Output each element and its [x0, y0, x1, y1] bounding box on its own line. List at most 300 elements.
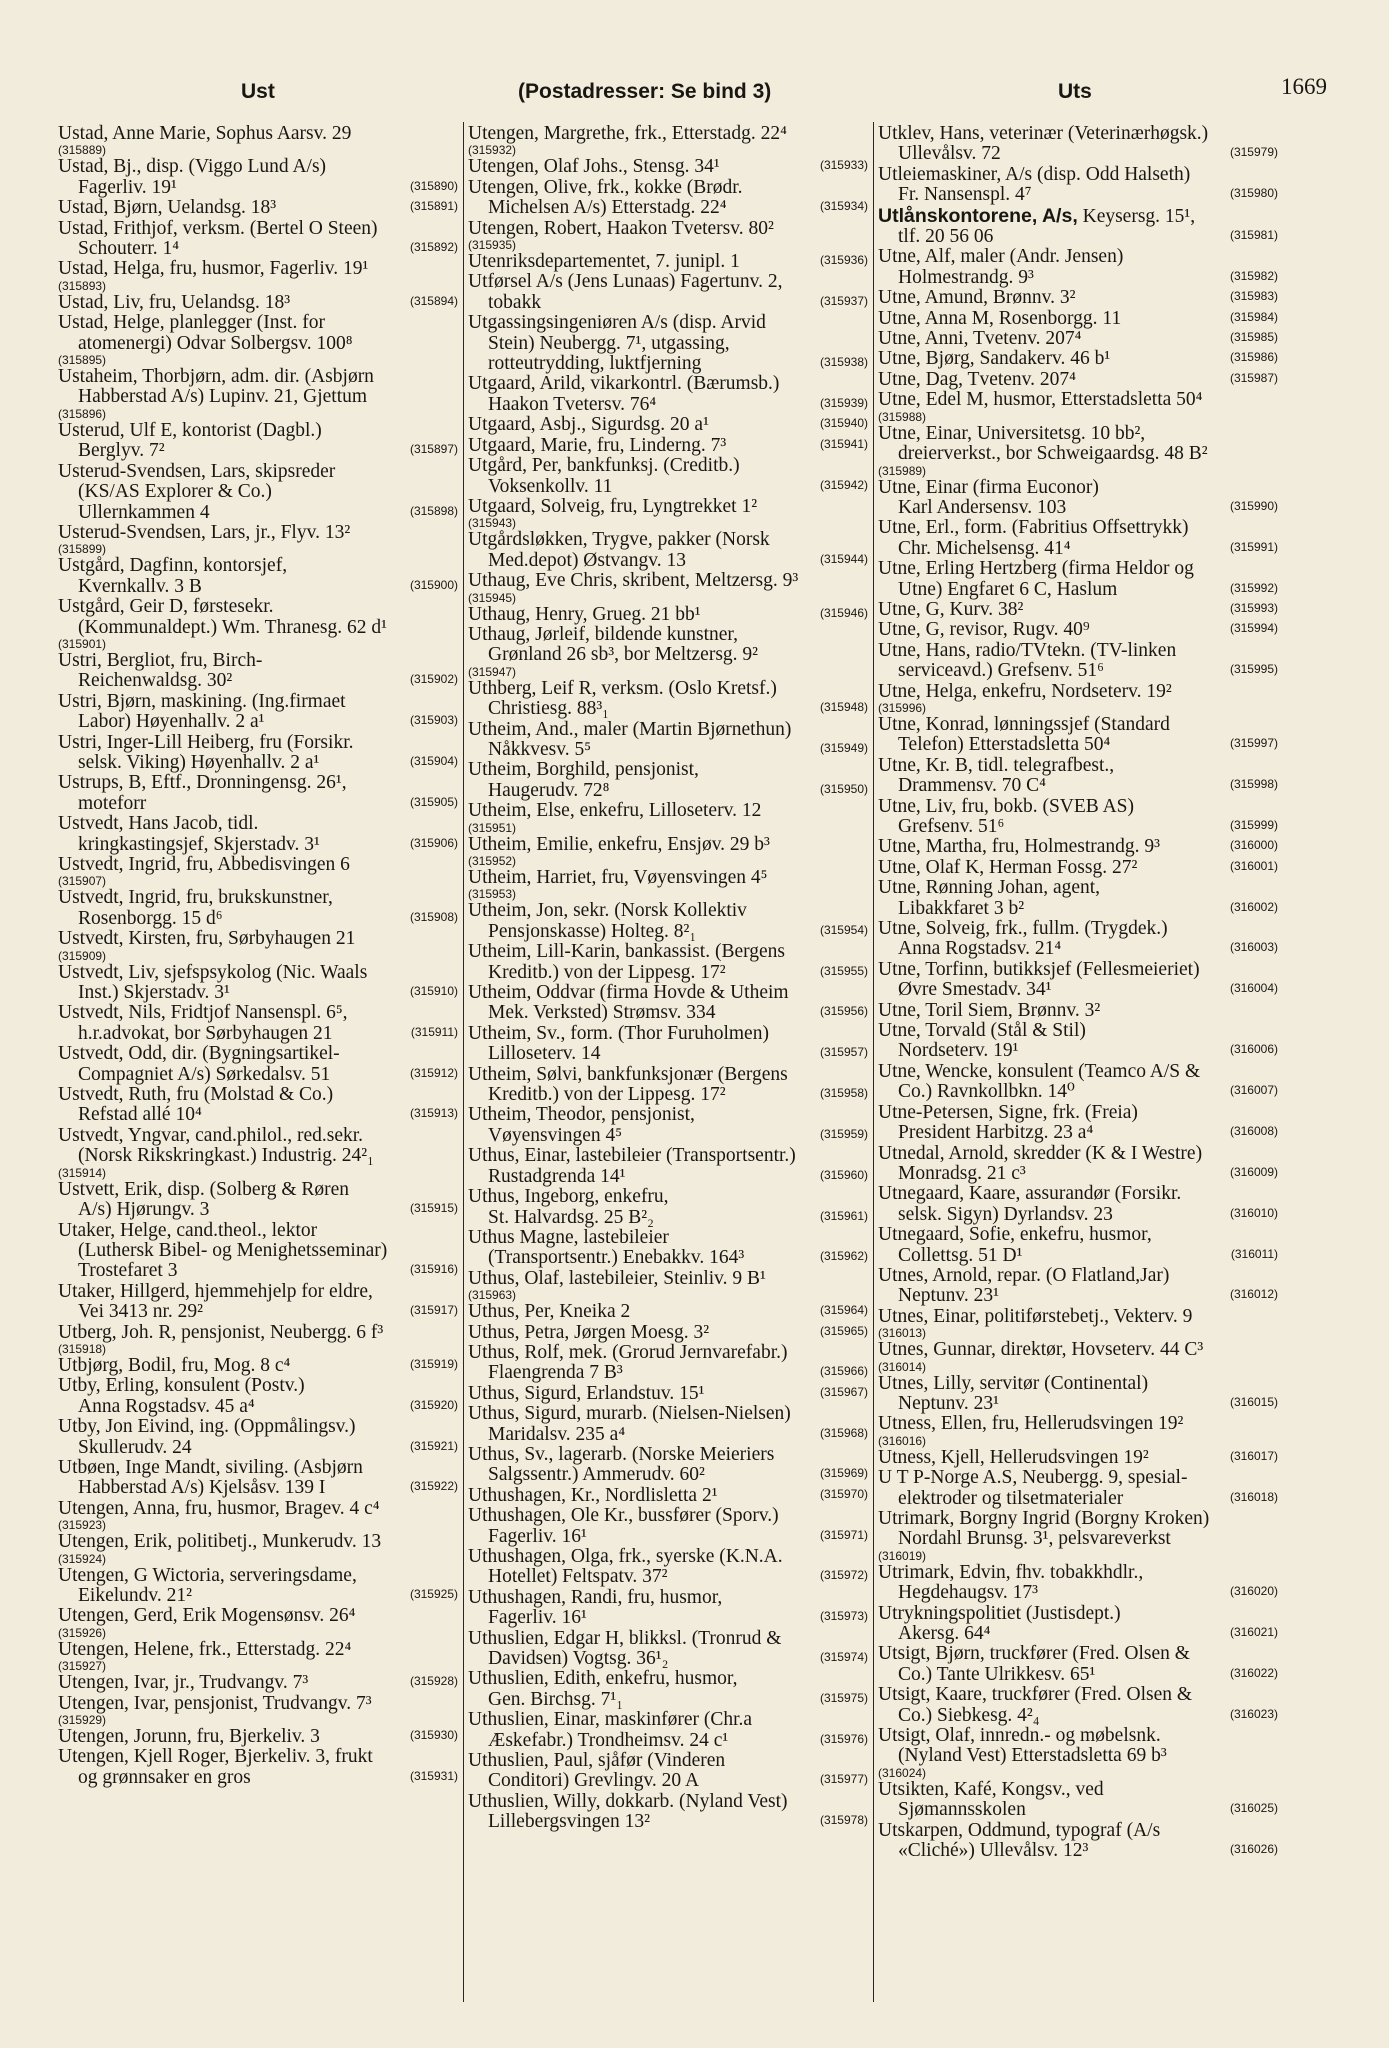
entry-name-line: Utheim, Else, enkefru, Lilloseterv. 12 [468, 800, 762, 822]
entry-reference-number: (315992) [1229, 580, 1278, 595]
entry-name-line: Utheim, Lill-Karin, bankassist. (Bergens [468, 941, 785, 963]
directory-entry [58, 1499, 458, 1532]
entry-name-line: Utne, Torfinn, butikksjef (Fellesmeieriet) [878, 958, 1200, 980]
entry-name-line: Utaker, Helge, cand.theol., lektor [58, 1219, 318, 1241]
entry-reference-number: (315920) [409, 1397, 458, 1412]
entry-reference-number: (315982) [1229, 268, 1278, 283]
entry-reference-number: (315907) [58, 874, 107, 889]
entry-name-line: Ustad, Helge, planlegger (Inst. for [58, 312, 325, 334]
entry-reference-number: (315925) [409, 1587, 458, 1601]
entry-reference-number: (315969) [819, 1466, 868, 1481]
entry-reference-number: (315970) [819, 1486, 868, 1501]
directory-entry [878, 858, 1278, 878]
entry-name-line: Utengen, Anna, fru, husmor, Bragev. 4 c⁴ [58, 1497, 380, 1519]
entry-name-line: Utgård, Per, bankfunksj. (Creditb.) [468, 455, 740, 477]
entry-reference-number: (316006) [1229, 1042, 1278, 1057]
entry-name-line: Utengen, Olaf Johs., Stensg. 34¹ [468, 156, 720, 178]
entry-name-line: Utne, Erl., form. (Fabritius Offsettrykk) [878, 517, 1189, 539]
directory-entry [878, 1307, 1278, 1340]
entry-reference-number: (315918) [58, 1341, 107, 1356]
entry-reference-number: (316024) [878, 1765, 927, 1780]
entry-reference-number: (315892) [409, 240, 458, 255]
entry-name-line: Utne, G, revisor, Rugv. 40⁹ [878, 619, 1090, 641]
entry-continuation-line: Utne) Engfaret 6 C, Haslum [898, 578, 1118, 600]
entry-continuation-line: Rosenborgg. 15 d⁶ [78, 907, 223, 929]
directory-entry [468, 868, 868, 901]
entry-continuation-line: St. Halvardsg. 25 B²₂ [488, 1206, 654, 1228]
entry-reference-number: (316003) [1229, 940, 1278, 955]
entry-name-line: Utnedal, Arnold, skredder (K & I Westre) [878, 1142, 1203, 1164]
entry-name-line: Uthus, Ingeborg, enkefru, [468, 1186, 669, 1208]
entry-continuation-line: atomenergi) Odvar Solbergsv. 100⁸ [78, 332, 353, 354]
directory-entry [468, 571, 868, 604]
header-left-keyword: Ust [241, 80, 275, 103]
directory-entry [468, 497, 868, 530]
entry-continuation-line: (Nyland Vest) Etterstadsletta 69 b³ [898, 1745, 1167, 1767]
entry-reference-number: (315952) [468, 854, 517, 868]
entry-reference-number: (315981) [1229, 228, 1278, 243]
entry-reference-number: (315950) [819, 781, 868, 796]
entry-name-line: Uthus, Per, Kneika 2 [468, 1301, 631, 1323]
directory-entry [878, 641, 1278, 682]
directory-entry [58, 1282, 458, 1323]
entry-reference-number: (315910) [409, 984, 458, 999]
entry-name-line: Ustvedt, Kirsten, fru, Sørbyhaugen 21 [58, 928, 356, 950]
entry-reference-number: (316019) [878, 1548, 927, 1563]
entry-reference-number: (315974) [819, 1650, 868, 1665]
entry-continuation-line: Chr. Michelsensg. 41⁴ [898, 537, 1071, 559]
entry-reference-number: (315991) [1229, 539, 1278, 554]
directory-entry [58, 1003, 458, 1044]
directory-entry [468, 272, 868, 313]
entry-name-line: Uthushagen, Olga, frk., syerske (K.N.A. [468, 1546, 783, 1567]
entry-name-line: Utengen, Gerd, Erik Mogensønsv. 26⁴ [58, 1605, 356, 1627]
entry-continuation-line: «Cliché») Ullevålsv. 12³ [898, 1840, 1089, 1862]
entry-name-line: Utengen, Jorunn, fru, Bjerkeliv. 3 [58, 1726, 320, 1748]
directory-entry [58, 1356, 458, 1376]
directory-entry [878, 1062, 1278, 1103]
entry-reference-number: (315904) [409, 753, 458, 768]
entry-reference-number: (315958) [819, 1086, 868, 1101]
directory-entry [878, 390, 1278, 423]
entry-reference-number: (315949) [819, 740, 868, 755]
directory-entry [58, 1640, 458, 1673]
entry-reference-number: (315985) [1229, 330, 1278, 345]
entry-continuation-line: Gen. Birchsg. 7¹₁ [488, 1688, 624, 1710]
entry-name-line: Usterud-Svendsen, Lars, jr., Flyv. 13² [58, 521, 351, 543]
entry-reference-number: (316014) [878, 1359, 927, 1374]
directory-entry [878, 1103, 1278, 1144]
entry-continuation-line: Kreditb.) von der Lippesg. 17² [488, 1084, 726, 1106]
directory-entry [468, 219, 868, 252]
entry-reference-number: (315897) [409, 442, 458, 457]
entry-reference-number: (315929) [58, 1713, 107, 1728]
entry-name-line: Uthus, Olaf, lastebileier, Steinliv. 9 B¹ [468, 1267, 766, 1289]
entry-name-line: Ustvedt, Liv, sjefspsykolog (Nic. Waals [58, 961, 368, 983]
directory-entry [58, 1376, 458, 1417]
entry-continuation-line: Grefsenv. 51⁶ [898, 816, 1005, 837]
directory-entry [878, 309, 1278, 329]
entry-name-line: Utne, Liv, fru, bokb. (SVEB AS) [878, 795, 1135, 817]
entry-name-line: Uthus, Sv., lagerarb. (Norske Meieriers [468, 1443, 775, 1465]
entry-name-line: Uthushagen, Ole Kr., bussfører (Sporv.) [468, 1505, 779, 1527]
entry-reference-number: (315913) [409, 1106, 458, 1121]
entry-name-line: Uthuslien, Edith, enkefru, husmor, [468, 1668, 738, 1690]
directory-entry [58, 313, 458, 367]
entry-reference-number: (315919) [409, 1356, 458, 1371]
entry-continuation-line: (KS/AS Explorer & Co.) [78, 481, 272, 503]
entry-name-line: Utne, Alf, maler (Andr. Jensen) [878, 246, 1124, 268]
entry-reference-number: (316015) [1229, 1394, 1278, 1409]
entry-name-line: Utheim, Emilie, enkefru, Ensjøv. 29 b³ [468, 833, 770, 855]
directory-entry [468, 1384, 868, 1404]
entry-name-line: Utne, Einar, Universitetsg. 10 bb², [878, 422, 1146, 444]
entry-name-line: Utengen, Erik, politibetj., Munkerudv. 13 [58, 1531, 382, 1553]
entry-continuation-line: Haugerudv. 72⁸ [488, 779, 610, 801]
entry-name-line: Ustrups, B, Eftf., Dronningensg. 26¹, [58, 772, 347, 794]
directory-entry [468, 1228, 868, 1269]
entry-continuation-line: Fagerliv. 19¹ [78, 176, 177, 198]
entry-reference-number: (315967) [819, 1384, 868, 1399]
directory-entry [58, 773, 458, 814]
entry-continuation-line: Berglyv. 7² [78, 440, 165, 462]
directory-entry [58, 1417, 458, 1458]
entry-reference-number: (316001) [1229, 858, 1278, 873]
entry-name-line: Utengen, Olive, frk., kokke (Brødr. [468, 176, 743, 198]
entry-name-line: Utengen, Margrethe, frk., Etterstadg. 22⁴ [468, 123, 787, 144]
entry-reference-number: (315889) [58, 143, 107, 158]
entry-reference-number: (315988) [878, 409, 927, 424]
entry-reference-number: (316011) [1230, 1246, 1278, 1261]
directory-entry [878, 1414, 1278, 1447]
directory-entry [58, 1180, 458, 1221]
entry-continuation-line: Nordahl Brunsg. 3¹, pelsvareverkst [898, 1528, 1171, 1550]
entry-name-line: Utheim, Sv., form. (Thor Furuholmen) [468, 1022, 769, 1044]
entry-continuation-line: Rustadgrenda 14¹ [488, 1165, 626, 1187]
directory-entry [468, 157, 868, 177]
entry-name-line: Utenriksdepartementet, 7. junipl. 1 [468, 251, 740, 273]
entry-reference-number: (315972) [819, 1568, 868, 1583]
entry-continuation-line: Collettsg. 51 D¹ [898, 1244, 1023, 1266]
directory-entry [58, 523, 458, 556]
entry-reference-number: (315902) [409, 672, 458, 687]
entry-reference-number: (315927) [58, 1659, 107, 1674]
entry-reference-number: (315962) [819, 1249, 868, 1264]
entry-continuation-line: Davidsen) Vogtsg. 36¹₂ [488, 1648, 669, 1670]
directory-entry [468, 1323, 868, 1343]
entry-continuation-line: tlf. 20 56 06 [898, 226, 994, 248]
entry-reference-number: (315964) [819, 1303, 868, 1318]
directory-entry [58, 733, 458, 774]
directory-entry [878, 1374, 1278, 1415]
entry-name-line: Ustvedt, Nils, Fridtjof Nansenspl. 6⁵, [58, 1002, 348, 1024]
entry-continuation-line: Trostefaret 3 [78, 1260, 178, 1282]
directory-entry [58, 259, 458, 292]
directory-entry [878, 424, 1278, 478]
entry-name-line: Utbøen, Inge Mandt, siviling. (Asbjørn [58, 1456, 363, 1478]
entry-reference-number: (315957) [819, 1045, 868, 1060]
entry-name-line: Utgassingsingeniøren A/s (disp. Arvid [468, 312, 766, 334]
entry-reference-number: (315973) [819, 1609, 868, 1624]
entry-name-line: Uthaug, Jørleif, bildende kunstner, [468, 623, 738, 645]
entry-name-line: Uthberg, Leif R, verksm. (Oslo Kretsf.) [468, 677, 777, 699]
entry-continuation-line: Habberstad A/s) Lupinv. 21, Gjettum [78, 386, 368, 408]
entry-name-line: Utne, Toril Siem, Brønnv. 3² [878, 999, 1101, 1021]
directory-entry [58, 1606, 458, 1639]
entry-name-line: Utne, Kr. B, tidl. telegrafbest., [878, 754, 1115, 776]
directory-entry [58, 1126, 458, 1180]
entry-reference-number: (315961) [819, 1208, 868, 1223]
entry-reference-number: (315899) [58, 542, 107, 557]
directory-entry [468, 1269, 868, 1302]
page-header [58, 74, 1327, 104]
entry-reference-number: (315965) [819, 1323, 868, 1338]
directory-entry [468, 801, 868, 834]
entry-name-line: Ustad, Bjørn, Uelandsg. 18³ [58, 197, 277, 219]
directory-entry [58, 597, 458, 651]
entry-continuation-line: Holmestrandg. 9³ [898, 266, 1034, 288]
entry-name-line: Utby, Jon Eivind, ing. (Oppmålingsv.) [58, 1416, 356, 1438]
entry-name-line: Uthus, Rolf, mek. (Grorud Jernvarefabr.) [468, 1341, 788, 1363]
entry-reference-number: (316020) [1229, 1584, 1278, 1599]
entry-continuation-line: Neptunv. 23¹ [898, 1392, 999, 1414]
entry-continuation-line: Voksenkollv. 11 [488, 475, 613, 497]
entry-reference-number: (315939) [819, 395, 868, 410]
entry-reference-number: (316000) [1229, 838, 1278, 853]
entry-reference-number: (315917) [409, 1303, 458, 1318]
entry-name-line: Utlånskontorene, A/s, Keysersg. 15¹, [878, 204, 1196, 227]
directory-entry [58, 651, 458, 692]
entry-continuation-line: (Norsk Rikskringkast.) Industrig. 24²₁ [78, 1145, 374, 1167]
header-right-keyword: Uts [1058, 80, 1092, 103]
directory-entry [58, 929, 458, 962]
directory-entry [878, 1340, 1278, 1373]
entry-name-line: Utne, Martha, fru, Holmestrandg. 9³ [878, 836, 1161, 858]
directory-entry [878, 1225, 1278, 1266]
entry-name-line: Utengen, Ivar, pensjonist, Trudvangv. 7³ [58, 1692, 372, 1714]
directory-entry [468, 625, 868, 679]
entry-continuation-line: moteforr [78, 792, 147, 814]
entry-reference-number: (315915) [409, 1201, 458, 1216]
directory-column-1 [58, 124, 458, 1788]
entry-reference-number: (316018) [1229, 1489, 1278, 1504]
entry-continuation-line: Inst.) Skjerstadv. 3¹ [78, 982, 230, 1004]
entry-name-line: Ustvedt, Ingrid, fru, Abbedisvingen 6 [58, 854, 350, 875]
entry-reference-number: (316016) [878, 1433, 927, 1448]
entry-reference-number: (315951) [468, 820, 517, 835]
entry-reference-number: (315916) [409, 1262, 458, 1277]
directory-entry [468, 1710, 868, 1751]
entry-reference-number: (316013) [878, 1326, 927, 1341]
entry-name-line: Ustvett, Erik, disp. (Solberg & Røren [58, 1178, 350, 1200]
directory-entry [58, 1323, 458, 1356]
entry-reference-number: (315956) [819, 1004, 868, 1019]
entry-reference-number: (315912) [409, 1065, 458, 1080]
entry-name-line: Ustvedt, Hans Jacob, tidl. [58, 813, 259, 835]
entry-name-line: Uthushagen, Randi, fru, husmor, [468, 1586, 723, 1608]
entry-reference-number: (315908) [409, 909, 458, 924]
entry-name-line: Utgårdsløkken, Trygve, pakker (Norsk [468, 529, 770, 551]
entry-reference-number: (315953) [468, 887, 517, 902]
entry-reference-number: (315926) [58, 1625, 107, 1640]
directory-entry [468, 252, 868, 272]
entry-continuation-line: Compagniet A/s) Sørkedalsv. 51 [78, 1063, 331, 1085]
entry-continuation-line: Reichenwaldsg. 30² [78, 670, 233, 692]
directory-entry [468, 1302, 868, 1322]
directory-entry [878, 1448, 1278, 1468]
directory-entry [58, 198, 458, 218]
entry-reference-number: (315923) [58, 1518, 107, 1533]
entry-name-line: Uthus, Petra, Jørgen Moesg. 3² [468, 1321, 710, 1343]
entry-reference-number: (315921) [409, 1438, 458, 1453]
entry-reference-number: (315971) [819, 1527, 868, 1542]
entry-continuation-line: Pensjonskasse) Holteg. 8²₁ [488, 920, 697, 942]
entry-reference-number: (315954) [819, 922, 868, 937]
entry-reference-number: (315944) [819, 551, 868, 566]
directory-entry [468, 983, 868, 1024]
directory-entry [58, 963, 458, 1004]
entry-name-line: Utengen, Ivar, jr., Trudvangv. 7³ [58, 1672, 309, 1694]
directory-entry [58, 1673, 458, 1693]
entry-name-line: Utne, G, Kurv. 38² [878, 598, 1024, 620]
directory-column-2 [468, 124, 868, 1833]
entry-name-line: Utheim, Jon, sekr. (Norsk Kollektiv [468, 900, 747, 922]
entry-name-line: Utne, Bjørg, Sandakerv. 46 b¹ [878, 348, 1111, 370]
entry-name-line: Uthuslien, Willy, dokkarb. (Nyland Vest) [468, 1790, 788, 1812]
directory-entry [878, 837, 1278, 857]
directory-entry [58, 855, 458, 888]
directory-entry [468, 1506, 868, 1547]
directory-entry [878, 349, 1278, 369]
entry-name-line: Uthus, Einar, lastebileier (Transportsentr.) [468, 1145, 796, 1167]
entry-name-line: Utne, Hans, radio/TVtekn. (TV-linken [878, 639, 1177, 661]
entry-name-line: Ustri, Bergliot, fru, Birch- [58, 649, 263, 671]
directory-entry [878, 1726, 1278, 1780]
entry-continuation-line: rotteutrydding, luktfjerning [488, 353, 702, 375]
entry-reference-number: (315890) [409, 178, 458, 193]
entry-reference-number: (315984) [1229, 309, 1278, 324]
directory-entry [878, 1644, 1278, 1685]
entry-reference-number: (316002) [1229, 899, 1278, 914]
entry-reference-number: (315938) [819, 355, 868, 370]
entry-name-line: Utne, Einar (firma Euconor) [878, 476, 1099, 498]
directory-entry [468, 1588, 868, 1629]
entry-reference-number: (315943) [468, 516, 517, 531]
entry-reference-number: (315959) [819, 1126, 868, 1141]
entry-continuation-line: selsk. Sigyn) Dyrlandsv. 23 [898, 1203, 1113, 1225]
entry-reference-number: (315896) [58, 406, 107, 421]
directory-entry [468, 1187, 868, 1228]
entry-reference-number: (315997) [1229, 736, 1278, 751]
entry-continuation-line: Refstad allé 10⁴ [78, 1104, 202, 1126]
entry-reference-number: (315996) [878, 700, 927, 715]
entry-reference-number: (315990) [1229, 498, 1278, 513]
entry-reference-number: (315976) [819, 1731, 868, 1746]
directory-entry [58, 367, 458, 421]
entry-name-line: Uthuslien, Paul, sjåfør (Vinderen [468, 1750, 726, 1772]
entry-reference-number: (315934) [819, 199, 868, 214]
entry-name-line: Uthuslien, Edgar H, blikksl. (Tronrud & [468, 1627, 782, 1649]
entry-name-line: Uthus Magne, lastebileier [468, 1226, 669, 1248]
entry-name-line: Utne, Anni, Tvetenv. 207⁴ [878, 328, 1082, 350]
directory-entry [468, 1146, 868, 1187]
directory-entry [468, 178, 868, 219]
entry-reference-number: (315980) [1229, 186, 1278, 201]
entry-reference-number: (315935) [468, 238, 517, 253]
entry-continuation-line: Stein) Neubergg. 7¹, utgassing, [488, 332, 730, 354]
directory-entry [468, 1024, 868, 1065]
entry-name-line: Utne, Amund, Brønnv. 3² [878, 287, 1076, 309]
directory-entry [468, 1404, 868, 1445]
entry-continuation-line: tobakk [488, 291, 542, 313]
entry-reference-number: (315906) [409, 835, 458, 850]
entry-name-line: Utheim, Borghild, pensjonist, [468, 759, 699, 781]
entry-name-line: Ustad, Bj., disp. (Viggo Lund A/s) [58, 156, 327, 178]
directory-entry [878, 797, 1278, 838]
directory-entry [468, 124, 868, 157]
entry-reference-number: (315983) [1229, 289, 1278, 304]
entry-name-line: Utengen, Robert, Haakon Tvetersv. 80² [468, 217, 774, 239]
entry-name-line: Utsigt, Bjørn, truckfører (Fred. Olsen & [878, 1643, 1190, 1665]
entry-continuation-line: Fagerliv. 16¹ [488, 1607, 587, 1629]
entry-name-line: Utgaard, Asbj., Sigurdsg. 20 a¹ [468, 414, 709, 436]
directory-entry [878, 1021, 1278, 1062]
entry-continuation-line: Schouterr. 1⁴ [78, 238, 180, 260]
entry-continuation-line: Mek. Verksted) Strømsv. 334 [488, 1002, 716, 1024]
entry-continuation-line: Eikelundv. 21² [78, 1585, 192, 1606]
entry-continuation-line: Lilloseterv. 14 [488, 1043, 601, 1065]
entry-reference-number: (316022) [1229, 1665, 1278, 1680]
directory-entry [58, 888, 458, 929]
entry-reference-number: (315932) [468, 143, 517, 158]
directory-entry [468, 456, 868, 497]
header-postal-note: (Postadresser: Se bind 3) [518, 80, 772, 103]
entry-name-line: Ustgård, Dagfinn, kontorsjef, [58, 555, 288, 577]
entry-name-line: Utsigt, Olaf, innredn.- og møbelsnk. [878, 1725, 1161, 1747]
directory-entry [878, 919, 1278, 960]
entry-reference-number: (315940) [819, 416, 868, 431]
directory-entry [468, 760, 868, 801]
entry-name-line: Utklev, Hans, veterinær (Veterinærhøgsk.) [878, 123, 1209, 144]
entry-name-line: Utskarpen, Oddmund, typograf (A/s [878, 1819, 1161, 1841]
entry-name-line: Utne, Dag, Tvetenv. 207⁴ [878, 368, 1076, 390]
entry-name-line: Utgaard, Solveig, fru, Lyngtrekket 1² [468, 495, 758, 517]
entry-reference-number: (315893) [58, 278, 107, 293]
entry-reference-number: (315960) [819, 1167, 868, 1182]
entry-name-line: Ustvedt, Yngvar, cand.philol., red.sekr. [58, 1124, 364, 1146]
entry-continuation-line: Co.) Siebkesg. 4²₄ [898, 1704, 1040, 1726]
entry-name-line: Utne, Anna M, Rosenborgg. 11 [878, 307, 1122, 329]
entry-continuation-line: Nordseterv. 19¹ [898, 1040, 1019, 1062]
directory-entry [878, 559, 1278, 600]
entry-continuation-line: Drammensv. 70 C⁴ [898, 775, 1046, 797]
entry-reference-number: (315948) [819, 700, 868, 715]
entry-continuation-line: Hegdehaugsv. 17³ [898, 1582, 1038, 1604]
directory-entry [878, 478, 1278, 519]
directory-entry [878, 1184, 1278, 1225]
entry-name-line: Utne, Wencke, konsulent (Teamco A/S & [878, 1060, 1201, 1082]
entry-name-line: Ustvedt, Odd, dir. (Bygningsartikel- [58, 1043, 340, 1065]
entry-reference-number: (315968) [819, 1425, 868, 1440]
directory-entry [58, 157, 458, 198]
directory-entry [878, 756, 1278, 797]
entry-continuation-line: Haakon Tvetersv. 76⁴ [488, 393, 657, 415]
entry-name-line: Ustvedt, Ruth, fru (Molstad & Co.) [58, 1084, 334, 1106]
entry-reference-number: (315933) [819, 158, 868, 173]
entry-name-line: Uthaug, Eve Chris, skribent, Meltzersg. 9³ [468, 570, 799, 592]
directory-entry [468, 1547, 868, 1588]
entry-continuation-line: Neptunv. 23¹ [898, 1285, 999, 1307]
